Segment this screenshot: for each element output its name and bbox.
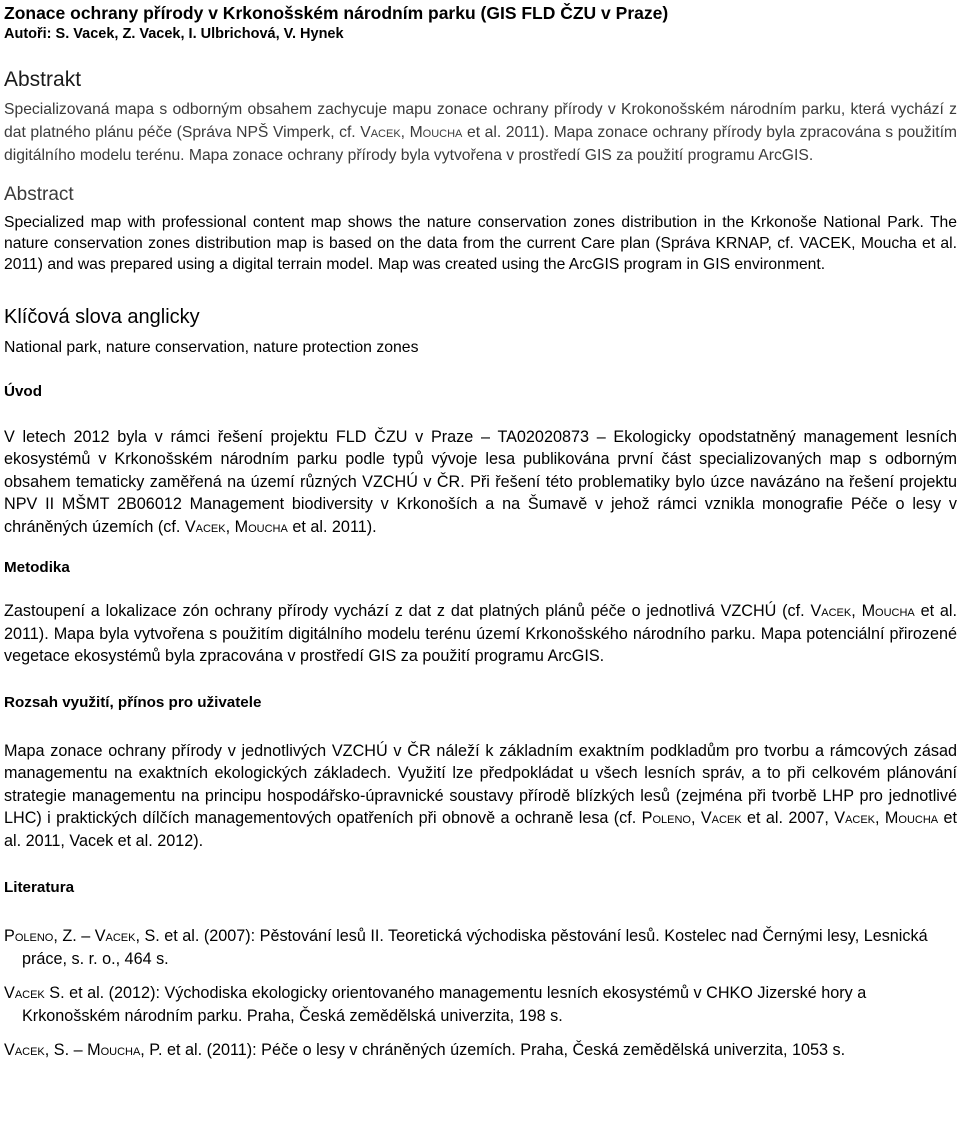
- ref1-a3: , Z. –: [53, 927, 95, 945]
- abstrakt-cite-sep: , M: [400, 124, 423, 142]
- rozsah-text-2: et al. 2011, Vacek et al. 2012).: [4, 809, 957, 850]
- abstrakt-cite-oucha: oucha: [422, 124, 463, 142]
- rozsah-text-1: Mapa zonace ochrany přírody v jednotlivých VZCHÚ v ČR náleží k základním exaktním podkladům pro tvorbu a rámcových zásad managementu na exaktních ekologických základech. Využití lze předpokládat u všech lesních správ, a to při celkovém plánování strategie managementu na principu hospodářsko-úpravnické soustavy přírodě blízkých lesů (zejména při tvorbě LHP pro jednotlivé LHC) i praktických dílčích managementových opatřeních při obnově a ochraně lesa (cf.: [4, 741, 957, 827]
- abstrakt-text-2: et al. 2011). Mapa zonace ochrany přírody byla zpracována s použitím digitálního modelu terénu. Mapa zonace ochrany přírody byla vytvořena v prostředí GIS za použití programu ArcGIS.: [4, 124, 958, 165]
- ref1-rest: , S. et al. (2007): Pěstování lesů II. Teoretická východiska pěstování lesů. Kostelec nad Černými lesy, Lesnická práce, s. r. o., 464 s.: [22, 927, 928, 968]
- abstrakt-cite-acek: acek: [370, 124, 401, 142]
- ref3-a4: M: [87, 1041, 101, 1059]
- abstract-heading: Abstract: [4, 183, 74, 205]
- reference-item: [4, 925, 957, 970]
- ref3-a5: oucha: [100, 1041, 141, 1059]
- metodika-cite-oucha: oucha: [875, 602, 915, 620]
- uvod-cite-oucha: oucha: [248, 517, 288, 536]
- ref2-a1: V: [4, 984, 15, 1002]
- metodika-text-1: Zastoupení a lokalizace zón ochrany přírody vychází z dat z dat platných plánů péče o jednotlivá VZCHÚ (cf.: [4, 602, 811, 620]
- document-title: Zonace ochrany přírody v Krkonošském národním parku (GIS FLD ČZU v Praze): [4, 3, 669, 23]
- ref2-a3: S. et al. (2012): Východiska ekologicky orientovaného managementu lesních ekosystémů v CHKO Jizerské hory a Krkonošském národním parku. Praha, Česká zemědělská univerzita, 198 s.: [22, 984, 867, 1025]
- abstrakt-text-1: Specializovaná mapa s odborným obsahem zachycuje mapu zonace ochrany přírody v Krokonošském národním parku, která vychází z dat platného plánu péče (Správa NPŠ Vimperk, cf.: [4, 101, 957, 142]
- keywords-heading: Klíčová slova anglicky: [4, 305, 200, 328]
- document-page: [4, 2, 957, 1074]
- uvod-heading: [4, 382, 957, 402]
- uvod-paragraph: [4, 426, 957, 539]
- rozsah-heading: Rozsah využití, přínos pro uživatele: [4, 693, 262, 711]
- rozsah-cite-oucha: oucha: [898, 809, 939, 827]
- rozsah-cite-acek2: acek: [845, 809, 876, 827]
- uvod-cite-acek: acek: [195, 517, 226, 536]
- ref3-rest: , P. et al. (2011): Péče o lesy v chráněných územích. Praha, Česká zemědělská univerzita, 1053 s.: [140, 1041, 846, 1059]
- metodika-cite-acek: acek: [821, 602, 852, 620]
- metodika-cite-m: M: [861, 602, 876, 620]
- rozsah-cite-p: P: [641, 809, 653, 827]
- rozsah-cite-acek1: acek: [711, 809, 742, 827]
- reference-item: [4, 982, 957, 1027]
- abstract-paragraph: Specialized map with professional content map shows the nature conservation zones distribution in the Krkonoše National Park. The nature conservation zones distribution map is based on the data from the current Care plan (Správa KRNAP, cf. VACEK, Moucha et al. 2011) and was prepared using a digital terrain model. Map was created using the ArcGIS program in GIS environment.: [4, 213, 957, 274]
- uvod-cite-v: V: [184, 517, 196, 536]
- abstrakt-cite-v: V: [360, 124, 371, 142]
- metodika-paragraph: [4, 600, 957, 668]
- rozsah-cite-sep2: ,: [875, 809, 885, 827]
- rozsah-cite-oleno: oleno: [652, 809, 691, 827]
- abstrakt-heading: Abstrakt: [4, 68, 82, 91]
- uvod-cite-sep: , M: [225, 517, 249, 536]
- ref1-a2: oleno: [14, 927, 54, 945]
- rozsah-cite-m: M: [884, 809, 899, 827]
- ref3-a2: acek: [14, 1041, 45, 1059]
- ref3-a3: , S. –: [44, 1041, 88, 1059]
- abstrakt-paragraph: [4, 98, 957, 168]
- rozsah-paragraph: [4, 740, 957, 853]
- uvod-text-2: et al. 2011).: [287, 517, 377, 536]
- uvod-text-1: V letech 2012 byla v rámci řešení projektu FLD ČZU v Praze – TA02020873 – Ekologicky opodstatněný management lesních ekosystémů v Krkonošském národním parku podle typů vývoje lesa publikována první část specializovaných map s odborným obsahem tematicky zaměřená na území různých VZCHÚ v ČR. Při řešení této problematiky bylo úzce navázáno na řešení projektu NPV II MŠMT 2B06012 Management biodiversity v Krkonoších a na Šumavě v jehož rámci vznikla monografie Péče o lesy v chráněných územích (cf.: [4, 427, 957, 536]
- rozsah-cite-sep1: ,: [690, 809, 701, 827]
- keywords-text: National park, nature conservation, nature protection zones: [4, 338, 419, 356]
- metodika-cite-v: V: [810, 602, 822, 620]
- metodika-text-2: et al. 2011). Mapa byla vytvořena s použitím digitálního modelu terénu území Krkonošského národního parku. Mapa potenciální přirozené vegetace ekosystémů byla zpracována v prostředí GIS za použití programu ArcGIS.: [4, 602, 958, 665]
- reference-item: [4, 1039, 957, 1062]
- document-authors: Autoři: S. Vacek, Z. Vacek, I. Ulbrichová, V. Hynek: [4, 26, 344, 42]
- uvod-heading-text: Úvod: [4, 382, 42, 400]
- rozsah-cite-mid: et al. 2007,: [741, 809, 835, 827]
- rozsah-cite-v2: V: [834, 809, 846, 827]
- metodika-cite-sep: ,: [851, 602, 862, 620]
- ref1-a1: P: [4, 927, 15, 945]
- literatura-heading: Literatura: [4, 879, 75, 896]
- rozsah-cite-v1: V: [700, 809, 712, 827]
- ref3-a1: V: [4, 1041, 15, 1059]
- metodika-heading: Metodika: [4, 559, 70, 576]
- ref2-a2: acek: [14, 984, 45, 1002]
- reference-list: [4, 925, 957, 1062]
- ref1-a4: V: [94, 927, 106, 945]
- ref1-a5: acek: [105, 927, 136, 945]
